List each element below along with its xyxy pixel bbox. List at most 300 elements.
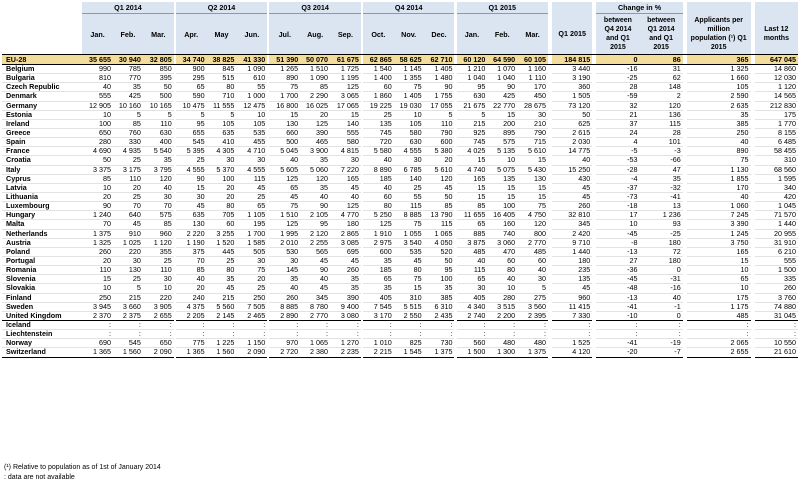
month-value: 1 585: [236, 238, 267, 247]
q1-2015-value: 3 190: [552, 74, 592, 83]
month-value: 45: [300, 284, 330, 293]
q1-2015-value: 2 030: [552, 138, 592, 147]
month-value: 60: [517, 256, 548, 265]
month-value: 130: [269, 119, 300, 128]
month-value: :: [82, 330, 113, 339]
month-value: 185: [363, 174, 394, 183]
month-value: 2 200: [487, 311, 517, 320]
month-value: 130: [113, 266, 143, 275]
month-value: 5: [424, 110, 455, 119]
month-value: 75: [269, 202, 300, 211]
change-q4-value: 21: [596, 110, 639, 119]
month-value: :: [176, 330, 207, 339]
month-value: 15: [517, 156, 548, 165]
change-q1-value: 62: [640, 74, 683, 83]
country-name: Sweden: [2, 302, 82, 311]
change-q1-value: :: [640, 330, 683, 339]
month-value: 515: [207, 74, 237, 83]
month-value: 1 265: [269, 65, 300, 74]
month-value: 1 110: [517, 74, 548, 83]
month-value: 1 545: [394, 348, 424, 357]
last12-value: 310: [755, 156, 798, 165]
table-row: [2, 330, 798, 339]
month-value: 10: [143, 284, 174, 293]
last12-value: 6 485: [755, 138, 798, 147]
month-value: 75: [394, 83, 424, 92]
month-value: 925: [457, 128, 488, 137]
month-value: 38 825: [207, 55, 237, 65]
country-name: Norway: [2, 339, 82, 348]
month-value: 45: [176, 202, 207, 211]
header-quarter: Q4 2014: [363, 2, 455, 14]
month-value: 1 040: [457, 74, 488, 83]
month-value: 400: [143, 138, 174, 147]
month-value: 45: [236, 183, 267, 192]
change-q4-value: -4: [596, 174, 639, 183]
month-value: 740: [487, 229, 517, 238]
month-value: 4 025: [457, 147, 488, 156]
month-value: 85: [113, 119, 143, 128]
per-million-value: 2 655: [687, 348, 751, 357]
month-value: 22 770: [487, 101, 517, 110]
table-row: [2, 92, 798, 101]
month-value: 4 750: [517, 211, 548, 220]
header-applicants-top: [687, 2, 751, 14]
header-last12-top: [755, 2, 798, 14]
month-value: 895: [487, 128, 517, 137]
month-value: 5: [113, 284, 143, 293]
last12-value: 1 120: [755, 83, 798, 92]
month-value: 35: [363, 256, 394, 265]
per-million-value: 75: [687, 156, 751, 165]
month-value: 90: [300, 202, 330, 211]
last12-value: 1 595: [755, 174, 798, 183]
country-name: Ireland: [2, 119, 82, 128]
change-q1-value: 0: [640, 266, 683, 275]
month-value: 450: [517, 92, 548, 101]
month-value: :: [143, 320, 174, 329]
month-value: 19 225: [363, 101, 394, 110]
month-value: 62 865: [363, 55, 394, 65]
country-name: Czech Republic: [2, 83, 82, 92]
change-q1-value: 13: [640, 202, 683, 211]
month-value: 760: [113, 128, 143, 137]
month-value: 3 175: [113, 165, 143, 174]
month-value: 590: [176, 92, 207, 101]
month-value: 15: [517, 183, 548, 192]
month-value: 110: [143, 266, 174, 275]
country-name: Poland: [2, 247, 82, 256]
month-value: 19 030: [394, 101, 424, 110]
month-value: 1 375: [517, 348, 548, 357]
month-value: 970: [269, 339, 300, 348]
table-row: [2, 266, 798, 275]
month-value: 80: [363, 202, 394, 211]
month-value: 3 660: [113, 302, 143, 311]
month-value: 1 300: [487, 348, 517, 357]
month-value: 25: [363, 110, 394, 119]
month-value: 30: [517, 275, 548, 284]
month-value: 1 755: [424, 92, 455, 101]
per-million-value: 105: [687, 83, 751, 92]
change-q4-value: -16: [596, 65, 639, 74]
asylum-applications-table: [2, 2, 798, 358]
month-value: 8 885: [394, 211, 424, 220]
country-name: EU-28: [2, 55, 82, 65]
month-value: 1 325: [82, 238, 113, 247]
month-value: 125: [330, 83, 361, 92]
table-row: [2, 247, 798, 256]
month-value: 775: [176, 339, 207, 348]
q1-2015-value: 960: [552, 293, 592, 302]
country-name: Slovenia: [2, 275, 82, 284]
table-row: [2, 348, 798, 357]
last12-value: 14 565: [755, 92, 798, 101]
month-value: 2 395: [517, 311, 548, 320]
month-value: 35: [269, 275, 300, 284]
month-value: 2 380: [300, 348, 330, 357]
month-value: 40: [269, 156, 300, 165]
month-value: 35: [207, 275, 237, 284]
month-value: 715: [517, 138, 548, 147]
month-value: 2 865: [330, 229, 361, 238]
month-value: :: [143, 330, 174, 339]
q1-2015-value: 1 440: [552, 247, 592, 256]
month-value: 15: [330, 110, 361, 119]
per-million-value: :: [687, 320, 751, 329]
per-million-value: 65: [687, 275, 751, 284]
last12-value: 1 770: [755, 119, 798, 128]
month-value: 1 365: [82, 348, 113, 357]
last12-value: 212 830: [755, 101, 798, 110]
month-value: 25: [236, 192, 267, 201]
month-value: 1 510: [300, 65, 330, 74]
month-value: 630: [457, 92, 488, 101]
change-q1-value: :: [640, 320, 683, 329]
month-value: 30: [143, 275, 174, 284]
month-value: 21 675: [457, 101, 488, 110]
month-value: 6 310: [424, 302, 455, 311]
table-row-eu28: [2, 55, 798, 65]
month-value: 3 540: [394, 238, 424, 247]
month-value: 35: [424, 284, 455, 293]
month-value: 650: [143, 339, 174, 348]
month-value: :: [330, 320, 361, 329]
month-value: :: [300, 330, 330, 339]
month-value: 15: [517, 192, 548, 201]
month-value: 485: [517, 247, 548, 256]
month-value: 41 330: [236, 55, 267, 65]
month-value: 500: [143, 92, 174, 101]
month-value: 40: [457, 256, 488, 265]
month-value: 5 135: [487, 147, 517, 156]
month-value: 45: [113, 220, 143, 229]
month-value: 4 050: [424, 238, 455, 247]
header-corner: [2, 14, 82, 55]
month-value: 10 160: [113, 101, 143, 110]
month-value: 85: [82, 174, 113, 183]
header-row-quarters: [2, 2, 798, 14]
month-value: 5 605: [269, 165, 300, 174]
change-q1-value: 101: [640, 138, 683, 147]
month-value: 10: [82, 183, 113, 192]
month-value: 4 815: [330, 147, 361, 156]
month-value: 900: [176, 65, 207, 74]
change-q4-value: 4: [596, 138, 639, 147]
per-million-value: 2 635: [687, 101, 751, 110]
month-value: 1 210: [457, 65, 488, 74]
month-value: 90: [424, 83, 455, 92]
month-value: 535: [236, 128, 267, 137]
last12-value: 260: [755, 284, 798, 293]
country-name: Latvia: [2, 183, 82, 192]
change-q1-value: 86: [640, 55, 683, 65]
month-value: 35: [113, 83, 143, 92]
month-value: 40: [330, 192, 361, 201]
per-million-value: 2 590: [687, 92, 751, 101]
change-q1-value: 2: [640, 92, 683, 101]
month-value: :: [236, 330, 267, 339]
table-row: [2, 238, 798, 247]
month-value: 100: [207, 174, 237, 183]
q1-2015-value: 7 330: [552, 311, 592, 320]
header-quarter: Q3 2014: [269, 2, 361, 14]
month-value: 11 655: [457, 211, 488, 220]
per-million-value: 35: [687, 110, 751, 119]
per-million-value: 3 390: [687, 220, 751, 229]
month-value: 845: [207, 65, 237, 74]
month-value: 345: [300, 293, 330, 302]
q1-2015-value: 45: [552, 183, 592, 192]
month-value: 500: [269, 138, 300, 147]
month-value: 40: [82, 83, 113, 92]
month-value: 1 560: [207, 348, 237, 357]
month-value: 1 375: [424, 348, 455, 357]
month-value: 35: [300, 156, 330, 165]
month-value: 8 780: [300, 302, 330, 311]
q1-2015-value: 11 415: [552, 302, 592, 311]
month-value: 1 090: [300, 74, 330, 83]
country-name: Liechtenstein: [2, 330, 82, 339]
month-value: 2 010: [269, 238, 300, 247]
month-value: 640: [113, 211, 143, 220]
table-row: [2, 311, 798, 320]
month-value: 5 540: [143, 147, 174, 156]
month-value: 15: [487, 192, 517, 201]
month-value: :: [457, 330, 488, 339]
last12-value: :: [755, 330, 798, 339]
per-million-value: 485: [687, 311, 751, 320]
change-q1-value: -31: [640, 275, 683, 284]
month-value: 100: [82, 119, 113, 128]
month-value: 545: [176, 138, 207, 147]
q1-2015-value: 135: [552, 275, 592, 284]
change-q1-value: -25: [640, 229, 683, 238]
month-value: 405: [457, 293, 488, 302]
month-value: 785: [113, 65, 143, 74]
table-row: [2, 174, 798, 183]
month-value: 1 090: [236, 65, 267, 74]
month-value: 3 060: [487, 238, 517, 247]
last12-value: 10 550: [755, 339, 798, 348]
month-value: 15: [82, 275, 113, 284]
table-row: [2, 211, 798, 220]
month-value: 30: [236, 156, 267, 165]
month-value: 200: [487, 119, 517, 128]
month-value: 3 065: [330, 92, 361, 101]
month-value: 4 555: [236, 165, 267, 174]
month-value: 5 430: [517, 165, 548, 174]
month-value: 220: [113, 247, 143, 256]
table-row: [2, 101, 798, 110]
per-million-value: 1 245: [687, 229, 751, 238]
month-value: 5 370: [207, 165, 237, 174]
month-value: 185: [363, 266, 394, 275]
month-value: 45: [207, 284, 237, 293]
month-value: 10: [82, 110, 113, 119]
month-value: 30: [394, 156, 424, 165]
month-value: 45: [394, 256, 424, 265]
month-value: 65: [457, 220, 488, 229]
header-month: May: [207, 14, 237, 55]
month-value: 3 080: [330, 311, 361, 320]
country-name: Netherlands: [2, 229, 82, 238]
month-value: 25: [176, 156, 207, 165]
month-value: 55: [236, 83, 267, 92]
table-row: [2, 183, 798, 192]
month-value: 140: [330, 119, 361, 128]
table-row: [2, 83, 798, 92]
table-row: [2, 156, 798, 165]
per-million-value: 3 750: [687, 238, 751, 247]
last12-value: 1 045: [755, 202, 798, 211]
last12-value: 340: [755, 183, 798, 192]
per-million-value: 2 065: [687, 339, 751, 348]
month-value: 275: [517, 293, 548, 302]
month-value: 45: [269, 192, 300, 201]
month-value: 1 510: [269, 211, 300, 220]
header-quarter: Q2 2014: [176, 2, 268, 14]
table-row: [2, 256, 798, 265]
change-q1-value: -3: [640, 147, 683, 156]
last12-value: 12 030: [755, 74, 798, 83]
change-q4-value: -20: [596, 348, 639, 357]
change-q1-value: -32: [640, 183, 683, 192]
month-value: 90: [82, 202, 113, 211]
month-value: 25: [113, 156, 143, 165]
per-million-value: 1 855: [687, 174, 751, 183]
month-value: 70: [143, 202, 174, 211]
month-value: 240: [176, 293, 207, 302]
change-q1-value: 40: [640, 293, 683, 302]
header-applicants: Applicants per million population (¹) Q1 2015: [687, 14, 751, 55]
month-value: 5 515: [394, 302, 424, 311]
month-value: 745: [457, 138, 488, 147]
change-q4-value: 10: [596, 220, 639, 229]
table-row: [2, 165, 798, 174]
per-million-value: 1 130: [687, 165, 751, 174]
month-value: 145: [269, 266, 300, 275]
month-value: 1 700: [269, 92, 300, 101]
last12-value: 555: [755, 256, 798, 265]
month-value: 1 150: [236, 339, 267, 348]
change-q4-value: -73: [596, 192, 639, 201]
change-q1-value: 180: [640, 256, 683, 265]
country-name: Estonia: [2, 110, 82, 119]
change-q4-value: 37: [596, 119, 639, 128]
per-million-value: 890: [687, 147, 751, 156]
month-value: 100: [487, 202, 517, 211]
month-value: :: [207, 320, 237, 329]
month-value: 530: [269, 247, 300, 256]
month-value: 600: [363, 247, 394, 256]
country-name: Lithuania: [2, 192, 82, 201]
month-value: 95: [457, 83, 488, 92]
q1-2015-value: 345: [552, 220, 592, 229]
month-value: 30: [269, 256, 300, 265]
month-value: 3 945: [82, 302, 113, 311]
header-month: Aug.: [300, 14, 330, 55]
month-value: 1 405: [424, 65, 455, 74]
month-value: 1 520: [207, 238, 237, 247]
month-value: 110: [424, 119, 455, 128]
header-month: Oct.: [363, 14, 394, 55]
country-name: Slovakia: [2, 284, 82, 293]
change-q1-value: -19: [640, 339, 683, 348]
month-value: 810: [82, 74, 113, 83]
month-value: 160: [487, 220, 517, 229]
month-value: 75: [394, 275, 424, 284]
month-value: 1 225: [207, 339, 237, 348]
table-row: [2, 293, 798, 302]
country-name: Finland: [2, 293, 82, 302]
month-value: 1 040: [487, 74, 517, 83]
month-value: 100: [424, 275, 455, 284]
q1-2015-value: 9 710: [552, 238, 592, 247]
country-name: France: [2, 147, 82, 156]
month-value: 1 995: [269, 229, 300, 238]
month-value: 170: [517, 83, 548, 92]
month-value: 310: [394, 293, 424, 302]
header-month: Jan.: [82, 14, 113, 55]
country-name: Germany: [2, 101, 82, 110]
country-name: Austria: [2, 238, 82, 247]
month-value: 120: [424, 174, 455, 183]
month-value: 660: [269, 128, 300, 137]
month-value: 40: [363, 156, 394, 165]
header-q1-2015: Q1 2015: [552, 14, 592, 55]
country-name: Iceland: [2, 320, 82, 329]
q1-2015-value: 40: [552, 156, 592, 165]
month-value: 4 555: [176, 165, 207, 174]
month-value: 10: [394, 110, 424, 119]
month-value: 45: [300, 256, 330, 265]
change-q4-value: 32: [596, 101, 639, 110]
month-value: 25: [236, 284, 267, 293]
month-value: :: [363, 320, 394, 329]
month-value: 2 770: [300, 311, 330, 320]
header-month: Sep.: [330, 14, 361, 55]
month-value: 5: [143, 110, 174, 119]
table-row: [2, 229, 798, 238]
table-row: [2, 138, 798, 147]
month-value: 10: [487, 284, 517, 293]
month-value: 250: [82, 293, 113, 302]
month-value: 2 370: [82, 311, 113, 320]
month-value: :: [394, 330, 424, 339]
month-value: 1 195: [330, 74, 361, 83]
per-million-value: 170: [687, 183, 751, 192]
